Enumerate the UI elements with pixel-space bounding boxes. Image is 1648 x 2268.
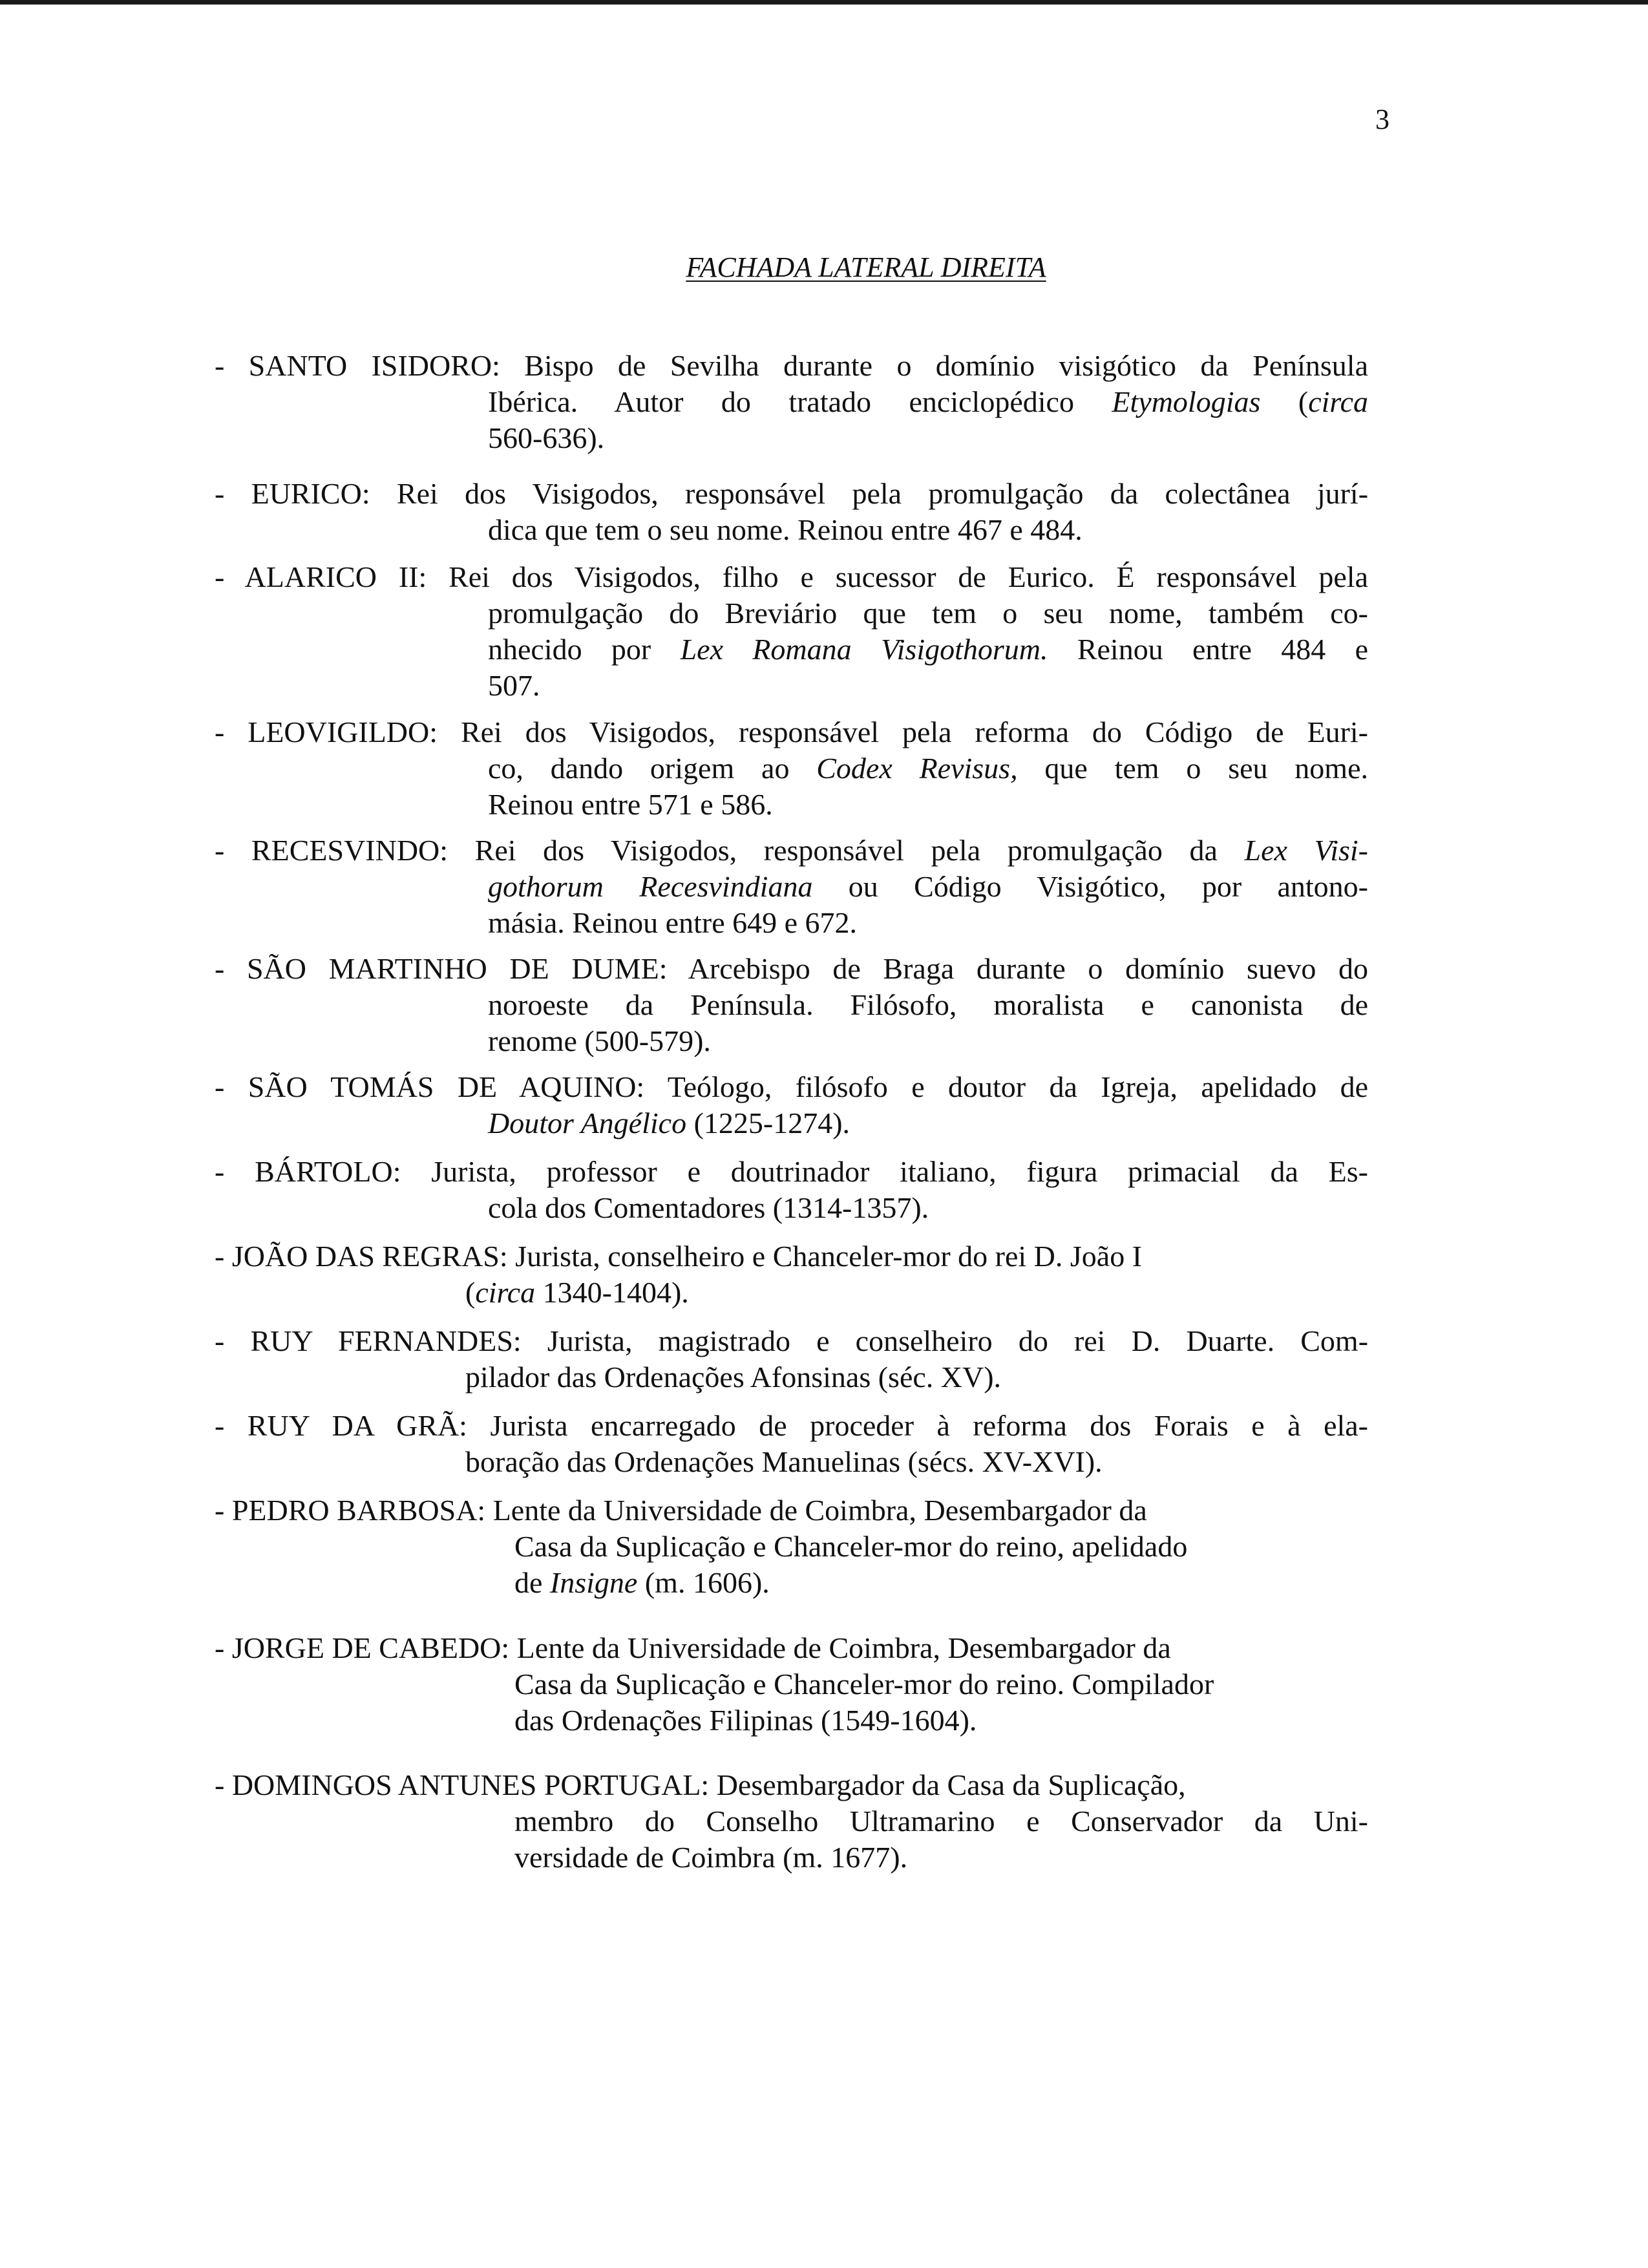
entry-text: pilador das Ordenações Afonsinas (séc. XV).	[465, 1361, 1002, 1394]
entry-text: boração das Ordenações Manuelinas (sécs. XV-XVI).	[465, 1445, 1103, 1478]
entry-name: - SÃO TOMÁS DE AQUINO:	[215, 1070, 645, 1103]
entry-line	[215, 1492, 1368, 1529]
entry-line	[215, 1069, 1368, 1105]
entry-text: Rei dos Visigodos, responsável pela promulgação da colectânea jurí-	[396, 477, 1369, 510]
entry-text: Bispo de Sevilha durante o domínio visigótico da Península	[524, 349, 1368, 382]
entry-text: Doutor Angélico (1225-1274).	[488, 1107, 850, 1139]
entry-line	[215, 1238, 1368, 1275]
entry-text: Jurista encarregado de proceder à reforma dos Forais e à ela-	[490, 1409, 1368, 1442]
entry-line	[215, 1323, 1368, 1359]
entry-text: dica que tem o seu nome. Reinou entre 467 e 484.	[488, 513, 1083, 546]
entry-text: nhecido por Lex Romana Visigothorum. Reinou entre 484 e	[488, 633, 1368, 666]
list-item	[215, 1154, 1368, 1226]
entry-line	[215, 951, 1368, 987]
entry-text: cola dos Comentadores (1314-1357).	[488, 1191, 929, 1224]
entry-text: Reinou entre 571 e 586.	[488, 788, 773, 821]
list-item	[215, 951, 1368, 1059]
entry-name: - JORGE DE CABEDO:	[215, 1631, 510, 1664]
entry-text: das Ordenações Filipinas (1549-1604).	[514, 1704, 977, 1737]
entry-name: - EURICO:	[215, 477, 370, 510]
entry-text: másia. Reinou entre 649 e 672.	[488, 906, 858, 939]
page-title: FACHADA LATERAL DIREITA	[686, 251, 1046, 283]
entry-text: co, dando origem ao Codex Revisus, que tem o seu nome.	[488, 752, 1369, 785]
list-item	[215, 1408, 1368, 1480]
entry-line	[215, 1630, 1368, 1666]
entry-text: Casa da Suplicação e Chanceler-mor do reino, apelidado	[514, 1530, 1188, 1563]
entry-name: - DOMINGOS ANTUNES PORTUGAL:	[215, 1768, 710, 1801]
entry-text: Casa da Suplicação e Chanceler-mor do reino. Compilador	[514, 1668, 1214, 1701]
list-item	[215, 1492, 1368, 1601]
entry-line	[215, 714, 1368, 750]
entry-text: Jurista, magistrado e conselheiro do rei D. Duarte. Com-	[547, 1324, 1369, 1357]
entry-line	[215, 1154, 1368, 1190]
entry-text: Arcebispo de Braga durante o domínio suevo do	[688, 952, 1369, 985]
list-item	[215, 559, 1368, 704]
page-number: 3	[1375, 103, 1389, 135]
entry-text: Lente da Universidade de Coimbra, Desembargador da	[492, 1494, 1147, 1527]
entry-name: - JOÃO DAS REGRAS:	[215, 1240, 508, 1273]
entry-text: renome (500-579).	[488, 1024, 711, 1057]
list-item	[215, 1069, 1368, 1141]
entry-name: - PEDRO BARBOSA:	[215, 1494, 486, 1527]
entry-name: - LEOVIGILDO:	[215, 715, 438, 748]
top-border-rule	[0, 0, 1648, 5]
list-item	[215, 348, 1368, 456]
entry-text: Rei dos Visigodos, responsável pela promulgação da Lex Visi-	[474, 834, 1368, 867]
list-item	[215, 1630, 1368, 1739]
entry-name: - ALARICO II:	[215, 560, 427, 593]
entry-name: - SÃO MARTINHO DE DUME:	[215, 952, 668, 985]
entry-text: versidade de Coimbra (m. 1677).	[514, 1841, 908, 1874]
entry-text: Teólogo, filósofo e doutor da Igreja, apelidado de	[667, 1070, 1368, 1103]
entry-text: Rei dos Visigodos, filho e sucessor de Eurico. É responsável pela	[449, 560, 1368, 593]
entry-name: - RUY FERNANDES:	[215, 1324, 522, 1357]
entry-text: noroeste da Península. Filósofo, moralista e canonista de	[488, 988, 1368, 1021]
entry-name: - RUY DA GRÃ:	[215, 1409, 467, 1442]
entry-name: - BÁRTOLO:	[215, 1155, 401, 1188]
list-item	[215, 1767, 1368, 1876]
entry-line	[215, 1767, 1368, 1803]
list-item	[215, 476, 1368, 548]
entry-text: membro do Conselho Ultramarino e Conservador da Uni-	[514, 1805, 1368, 1838]
entry-text: promulgação do Breviário que tem o seu nome, também co-	[488, 597, 1368, 630]
list-item	[215, 832, 1368, 941]
entry-text: de Insigne (m. 1606).	[514, 1566, 770, 1599]
entry-text: Jurista, professor e doutrinador italiano, figura primacial da Es-	[431, 1155, 1368, 1188]
entry-line	[215, 1408, 1368, 1444]
entry-text: gothorum Recesvindiana ou Código Visigótico, por antono-	[488, 870, 1368, 903]
entry-name: - RECESVINDO:	[215, 834, 449, 867]
entry-name: - SANTO ISIDORO:	[215, 349, 500, 382]
entry-text: Lente da Universidade de Coimbra, Desembargador da	[516, 1631, 1171, 1664]
entry-text: 507.	[488, 669, 540, 702]
entry-text: Rei dos Visigodos, responsável pela reforma do Código de Euri-	[460, 715, 1369, 748]
list-item	[215, 714, 1368, 823]
entry-line	[215, 559, 1368, 595]
entry-text: 560-636).	[488, 421, 605, 454]
list-item	[215, 1238, 1368, 1311]
entry-text: Ibérica. Autor do tratado enciclopédico Etymologias (circa	[488, 385, 1368, 418]
entry-text: Desembargador da Casa da Suplicação,	[716, 1768, 1186, 1801]
entry-line	[215, 348, 1368, 384]
list-item	[215, 1323, 1368, 1395]
entry-text: Jurista, conselheiro e Chanceler-mor do rei D. João I	[515, 1240, 1143, 1273]
entry-text: (circa 1340-1404).	[465, 1276, 689, 1309]
entry-line	[215, 832, 1368, 869]
entry-line	[215, 476, 1368, 512]
